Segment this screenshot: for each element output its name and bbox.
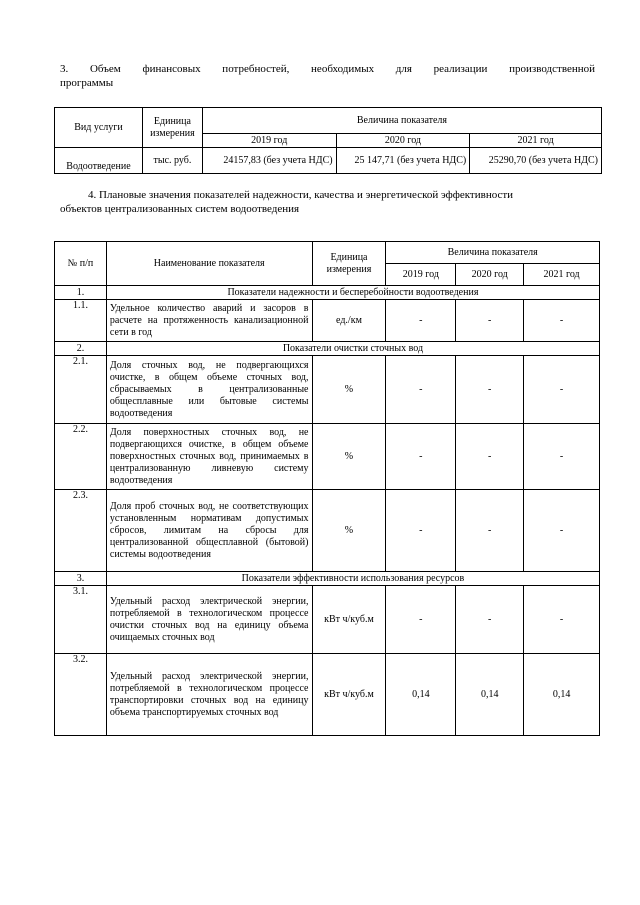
section4-heading bbox=[60, 188, 595, 216]
row-num: 1.1. bbox=[55, 300, 107, 342]
header-unit: Единица измерения bbox=[142, 108, 202, 148]
row-num: 3.1. bbox=[55, 586, 107, 654]
section4-heading-line2: объектов централизованных систем водоотведения bbox=[60, 203, 300, 215]
table-row bbox=[55, 356, 600, 424]
row-num: 3.2. bbox=[55, 654, 107, 736]
row-name: Удельный расход электрической энергии, потребляемой в технологическом процессе транспортировки сточных вод на единицу объема транспортируемых сточных вод bbox=[106, 654, 312, 736]
section3-heading bbox=[60, 62, 595, 90]
row-value: 0,14 bbox=[456, 654, 524, 736]
row-num: 2.1. bbox=[55, 356, 107, 424]
row-unit: % bbox=[312, 424, 386, 490]
group-title: Показатели эффективности использования ресурсов bbox=[106, 572, 599, 586]
row-name: Доля проб сточных вод, не соответствующих установленным нормативам допустимых сбросов, лимитам на сбросы для централизованной общесплавной (бытовой) системы водоотведения bbox=[106, 490, 312, 572]
header-service: Вид услуги bbox=[55, 108, 143, 148]
cell-value: 25290,70 (без учета НДС) bbox=[470, 148, 602, 174]
group-num: 2. bbox=[55, 342, 107, 356]
header-value: Величина показателя bbox=[202, 108, 601, 134]
section3-heading-line2: программы bbox=[60, 77, 114, 89]
group-num: 3. bbox=[55, 572, 107, 586]
row-unit: % bbox=[312, 356, 386, 424]
row-name: Удельный расход электрической энергии, потребляемой в технологическом процессе очистки сточных вод на единицу объема очищаемых сточных вод bbox=[106, 586, 312, 654]
row-name: Доля сточных вод, не подвергающихся очистке, в общем объеме сточных вод, сбрасываемых в централизованные общесплавные или бытовые системы водоотведения bbox=[106, 356, 312, 424]
group-num: 1. bbox=[55, 286, 107, 300]
section4-heading-line1: 4. Плановые значения показателей надежности, качества и энергетической эффективности bbox=[88, 189, 514, 201]
row-unit: % bbox=[312, 490, 386, 572]
header-value: Величина показателя bbox=[386, 242, 600, 264]
row-value: - bbox=[524, 424, 600, 490]
header-year: 2019 год bbox=[386, 264, 456, 286]
row-value: - bbox=[524, 490, 600, 572]
header-year: 2019 год bbox=[202, 134, 336, 148]
cell-unit: тыс. руб. bbox=[142, 148, 202, 174]
table-row bbox=[55, 586, 600, 654]
row-value: - bbox=[456, 424, 524, 490]
table-row bbox=[55, 654, 600, 736]
row-name: Доля поверхностных сточных вод, не подвергающихся очистке, в общем объеме поверхностных сточных вод, принимаемых в централизованную ливневую систему водоотведения bbox=[106, 424, 312, 490]
header-num: № п/п bbox=[55, 242, 107, 286]
row-value: 0,14 bbox=[524, 654, 600, 736]
table-row bbox=[55, 148, 602, 174]
row-num: 2.3. bbox=[55, 490, 107, 572]
table-row bbox=[55, 490, 600, 572]
row-value: - bbox=[386, 300, 456, 342]
group-row bbox=[55, 572, 600, 586]
row-value: - bbox=[386, 586, 456, 654]
row-value: - bbox=[456, 356, 524, 424]
header-year: 2020 год bbox=[336, 134, 470, 148]
row-unit: кВт ч/куб.м bbox=[312, 586, 386, 654]
section3-heading-line1: 3. Объем финансовых потребностей, необходимых для реализации производственной bbox=[60, 63, 595, 75]
group-row bbox=[55, 286, 600, 300]
row-value: - bbox=[456, 586, 524, 654]
header-unit: Единица измерения bbox=[312, 242, 386, 286]
header-year: 2020 год bbox=[456, 264, 524, 286]
header-year: 2021 год bbox=[524, 264, 600, 286]
row-unit: кВт ч/куб.м bbox=[312, 654, 386, 736]
row-value: - bbox=[386, 490, 456, 572]
row-unit: ед./км bbox=[312, 300, 386, 342]
header-year: 2021 год bbox=[470, 134, 602, 148]
table-row bbox=[55, 424, 600, 490]
table-row bbox=[55, 300, 600, 342]
row-value: - bbox=[456, 300, 524, 342]
row-value: - bbox=[524, 586, 600, 654]
group-title: Показатели очистки сточных вод bbox=[106, 342, 599, 356]
indicators-table bbox=[54, 241, 600, 736]
finance-table bbox=[54, 107, 602, 174]
row-value: - bbox=[456, 490, 524, 572]
cell-service: Водоотведение bbox=[55, 148, 143, 174]
row-value: - bbox=[386, 424, 456, 490]
header-name: Наименование показателя bbox=[106, 242, 312, 286]
group-title: Показатели надежности и бесперебойности водоотведения bbox=[106, 286, 599, 300]
cell-value: 25 147,71 (без учета НДС) bbox=[336, 148, 470, 174]
row-value: - bbox=[524, 356, 600, 424]
row-value: 0,14 bbox=[386, 654, 456, 736]
row-num: 2.2. bbox=[55, 424, 107, 490]
row-name: Удельное количество аварий и засоров в расчете на протяженность канализационной сети в год bbox=[106, 300, 312, 342]
cell-value: 24157,83 (без учета НДС) bbox=[202, 148, 336, 174]
row-value: - bbox=[524, 300, 600, 342]
group-row bbox=[55, 342, 600, 356]
row-value: - bbox=[386, 356, 456, 424]
